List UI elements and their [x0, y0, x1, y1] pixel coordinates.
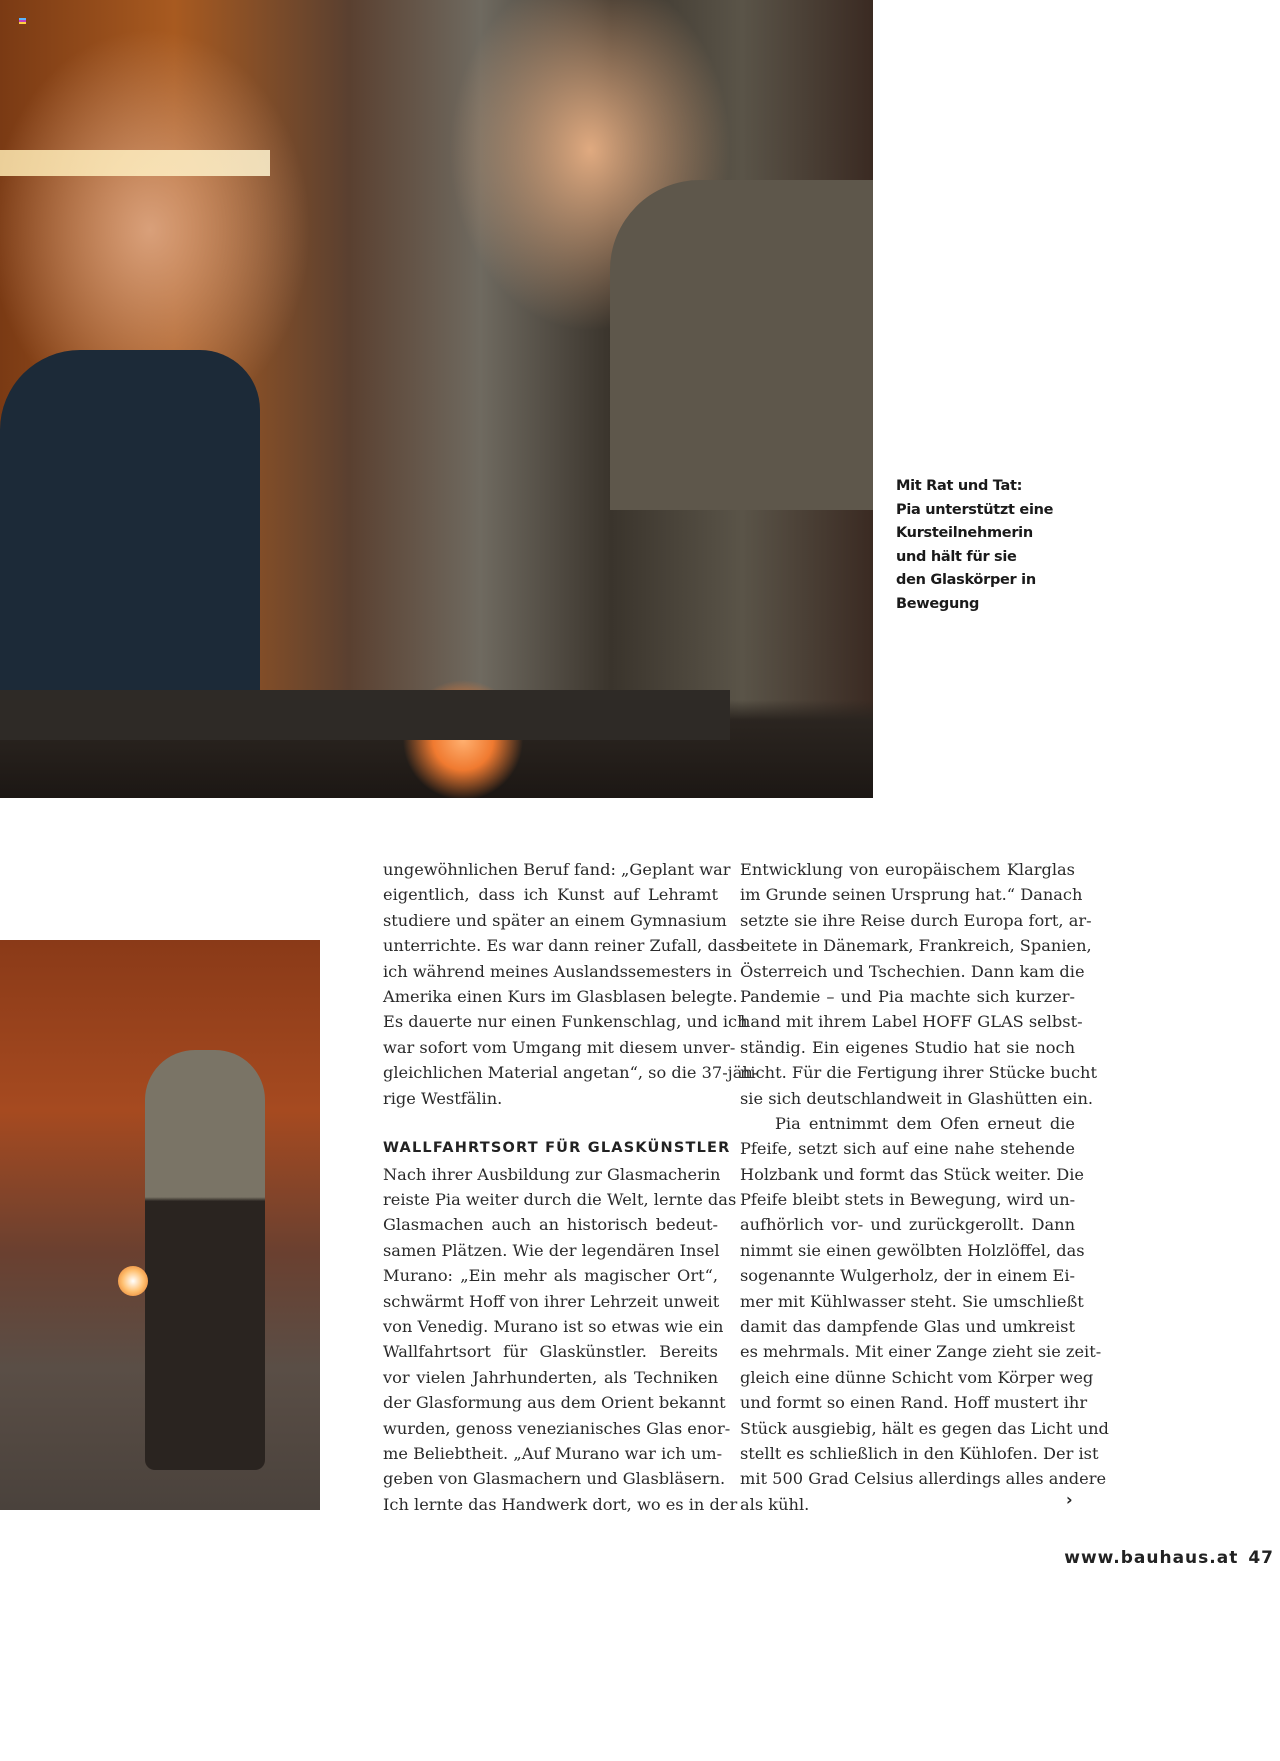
text-line: me Beliebtheit. „Auf Murano war ich um- — [383, 1444, 723, 1463]
text-line: ungewöhnlichen Beruf fand: „Geplant war — [383, 860, 731, 879]
text-line: Wallfahrtsort für Glaskünstler. Bereits — [383, 1342, 718, 1362]
text-line: als kühl. — [740, 1494, 810, 1514]
text-line: sogenannte Wulgerholz, der in einem Ei- — [740, 1266, 1075, 1286]
caption-line: Bewegung — [896, 595, 980, 612]
text-line: gleich eine dünne Schicht vom Körper weg — [740, 1367, 1094, 1387]
flag-icon — [19, 18, 26, 24]
text-line: Pia entnimmt dem Ofen erneut die — [775, 1113, 1075, 1133]
text-line: studiere und später an einem Gymnasium — [383, 910, 727, 930]
text-line: sie sich deutschlandweit in Glashütten ein. — [740, 1088, 1094, 1108]
text-line: mit 500 Grad Celsius allerdings alles andere — [740, 1469, 1107, 1489]
workbench — [0, 690, 730, 740]
text-line: hand mit ihrem Label HOFF GLAS selbst- — [740, 1012, 1083, 1032]
text-line: Ich lernte das Handwerk dort, wo es in der — [383, 1494, 738, 1514]
text-line: eigentlich, dass ich Kunst auf Lehramt — [383, 885, 718, 905]
text-line: Pfeife, setzt sich auf eine nahe stehende — [740, 1139, 1075, 1159]
text-line: vor vielen Jahrhunderten, als Techniken — [383, 1367, 718, 1387]
caption-line: den Glaskörper in — [896, 572, 1036, 588]
glowing-glass — [118, 1266, 148, 1296]
text-line: wurden, genoss venezianisches Glas enor- — [383, 1418, 731, 1438]
text-line: Stück ausgiebig, hält es gegen das Licht und — [740, 1418, 1109, 1438]
text-line: samen Plätzen. Wie der legendären Insel — [383, 1240, 720, 1260]
text-line: Pfeife bleibt stets in Bewegung, wird un- — [740, 1190, 1076, 1210]
text-line: setzte sie ihre Reise durch Europa fort, ar- — [740, 910, 1092, 930]
page-number: 47 — [1248, 1548, 1274, 1568]
text-line: im Grunde seinen Ursprung hat.“ Danach — [740, 885, 1083, 905]
glassblower-figure — [145, 1050, 265, 1470]
text-line: gleichlichen Material angetan“, so die 37-jäh- — [383, 1063, 759, 1083]
text-line: Österreich und Tschechien. Dann kam die — [740, 961, 1085, 981]
text-line: damit das dampfende Glas und umkreist — [740, 1317, 1075, 1337]
text-line: aufhörlich vor- und zurückgerollt. Dann — [740, 1215, 1075, 1235]
paragraph — [383, 857, 759, 1111]
text-line: schwärmt Hoff von ihrer Lehrzeit unweit — [383, 1291, 720, 1311]
text-line: reiste Pia weiter durch die Welt, lernte das — [383, 1190, 737, 1210]
paragraph — [740, 857, 1097, 1111]
text-line: Holzbank und formt das Stück weiter. Die — [740, 1164, 1084, 1184]
caption-line: und hält für sie — [896, 548, 1017, 565]
text-line: stellt es schließlich in den Kühlofen. Der ist — [740, 1443, 1099, 1463]
article-column-2 — [740, 857, 1109, 1517]
text-line: unterrichte. Es war dann reiner Zufall, dass — [383, 936, 745, 956]
text-line: Murano: „Ein mehr als magischer Ort“, — [383, 1266, 718, 1286]
paragraph — [383, 1162, 738, 1517]
text-line: rige Westfälin. — [383, 1088, 503, 1108]
text-line: geben von Glasmachern und Glasbläsern. — [383, 1469, 726, 1489]
text-line: mer mit Kühlwasser steht. Sie umschließt — [740, 1291, 1084, 1311]
footer-url: www.bauhaus.at — [1064, 1548, 1239, 1568]
text-line: und formt so einen Rand. Hoff mustert ihr — [740, 1393, 1088, 1413]
text-line: der Glasformung aus dem Orient bekannt — [383, 1393, 726, 1413]
photo-glassblowing-instruction — [0, 0, 873, 798]
page-footer — [1064, 1548, 1274, 1568]
text-line: Glasmachen auch an historisch bedeut- — [383, 1215, 718, 1235]
photo-caption — [896, 475, 1066, 616]
instructor-figure — [610, 180, 873, 510]
text-line: war sofort vom Umgang mit diesem unver- — [383, 1037, 736, 1057]
caption-line: Kursteilnehmerin — [896, 525, 1033, 541]
section-heading: WALLFAHRTSORT FÜR GLASKÜNSTLER — [383, 1140, 731, 1157]
text-line: beitete in Dänemark, Frankreich, Spanien, — [740, 936, 1092, 956]
text-line: Amerika einen Kurs im Glasblasen belegte. — [383, 986, 738, 1006]
ceiling-light — [0, 150, 270, 176]
chevron-right-icon: › — [1066, 1490, 1073, 1509]
text-line: es mehrmals. Mit einer Zange zieht sie zeit- — [740, 1342, 1102, 1362]
text-line: nimmt sie einen gewölbten Holzlöffel, das — [740, 1240, 1085, 1260]
text-line: Entwicklung von europäischem Klarglas — [740, 860, 1075, 879]
photo-glassblower-standing — [0, 940, 320, 1510]
text-line: nicht. Für die Fertigung ihrer Stücke bucht — [740, 1063, 1097, 1083]
paragraph — [740, 1111, 1109, 1517]
text-line: Nach ihrer Ausbildung zur Glasmacherin — [383, 1164, 721, 1184]
text-line: Es dauerte nur einen Funkenschlag, und ich — [383, 1012, 748, 1032]
text-line: Pandemie – und Pia machte sich kurzer- — [740, 986, 1075, 1006]
caption-line: Pia unterstützt eine — [896, 501, 1054, 518]
caption-line: Mit Rat und Tat: — [896, 478, 1023, 494]
text-line: ständig. Ein eigenes Studio hat sie noch — [740, 1037, 1075, 1057]
text-line: ich während meines Auslandssemesters in — [383, 961, 732, 981]
text-line: von Venedig. Murano ist so etwas wie ein — [383, 1317, 724, 1337]
article-column-1 — [383, 857, 759, 1517]
participant-figure — [0, 350, 260, 690]
